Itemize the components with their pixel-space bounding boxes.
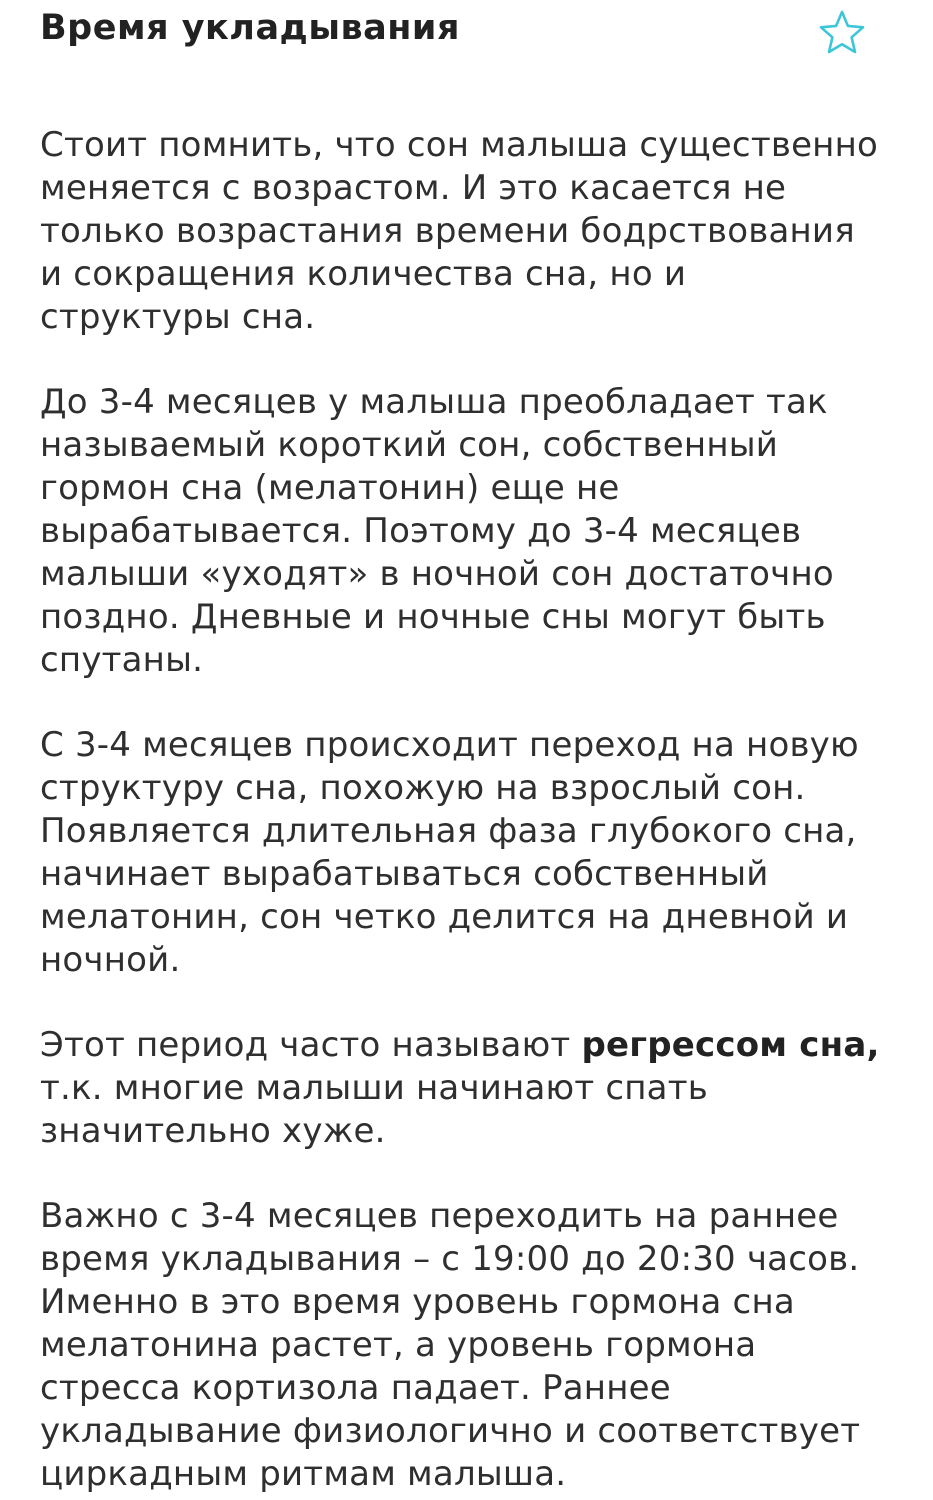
text-line: гормон сна (мелатонин) еще не — [40, 468, 620, 508]
text-line: спутаны. — [40, 640, 204, 680]
text-line: Стоит помнить, что сон малыша существенно — [40, 125, 879, 165]
text-line: укладывание физиологично и соответствует — [40, 1411, 861, 1451]
text-line: вырабатывается. Поэтому до 3-4 месяцев — [40, 511, 802, 551]
text-line: значительно хуже. — [40, 1111, 386, 1151]
text-line: стресса кортизола падает. Раннее — [40, 1368, 671, 1408]
text-line: структуру сна, похожую на взрослый сон. — [40, 768, 806, 808]
text-line: и сокращения количества сна, но и — [40, 254, 687, 294]
text-line: Важно с 3-4 месяцев переходить на раннее — [40, 1196, 839, 1236]
text-line: начинает вырабатываться собственный — [40, 854, 769, 894]
text-line: время укладывания – с 19:00 до 20:30 часов. — [40, 1239, 860, 1279]
text-line: Именно в это время уровень гормона сна — [40, 1282, 795, 1322]
text-line: поздно. Дневные и ночные сны могут быть — [40, 597, 826, 637]
text-line: т.к. многие малыши начинают спать — [40, 1068, 708, 1108]
article-body — [40, 124, 910, 1496]
text-line: структуры сна. — [40, 297, 316, 337]
star-outline-icon — [812, 4, 872, 64]
text-segment: Этот период часто называют — [40, 1025, 582, 1065]
text-line: только возрастания времени бодрствования — [40, 211, 855, 251]
text-line: малыши «уходят» в ночной сон достаточно — [40, 554, 834, 594]
text-line: С 3-4 месяцев происходит переход на новую — [40, 725, 859, 765]
text-line: До 3-4 месяцев у малыша преобладает так — [40, 382, 828, 422]
paragraph-4 — [40, 1024, 910, 1153]
text-line: мелатонин, сон четко делится на дневной и — [40, 897, 849, 937]
text-line: мелатонина растет, а уровень гормона — [40, 1325, 757, 1365]
bold-term: регрессом сна, — [581, 1025, 880, 1065]
paragraph-3 — [40, 724, 910, 982]
text-line: Появляется длительная фаза глубокого сна, — [40, 811, 857, 851]
paragraph-5 — [40, 1195, 910, 1496]
text-line: циркадным ритмам малыша. — [40, 1454, 567, 1494]
text-line: называемый короткий сон, собственный — [40, 425, 779, 465]
paragraph-2 — [40, 381, 910, 682]
text-line: меняется с возрастом. И это касается не — [40, 168, 787, 208]
text-line — [40, 1024, 910, 1067]
page-title: Время укладывания — [40, 8, 460, 48]
favorite-button[interactable] — [812, 4, 872, 64]
paragraph-1 — [40, 124, 910, 339]
article-header — [0, 0, 933, 70]
text-line: ночной. — [40, 940, 181, 980]
